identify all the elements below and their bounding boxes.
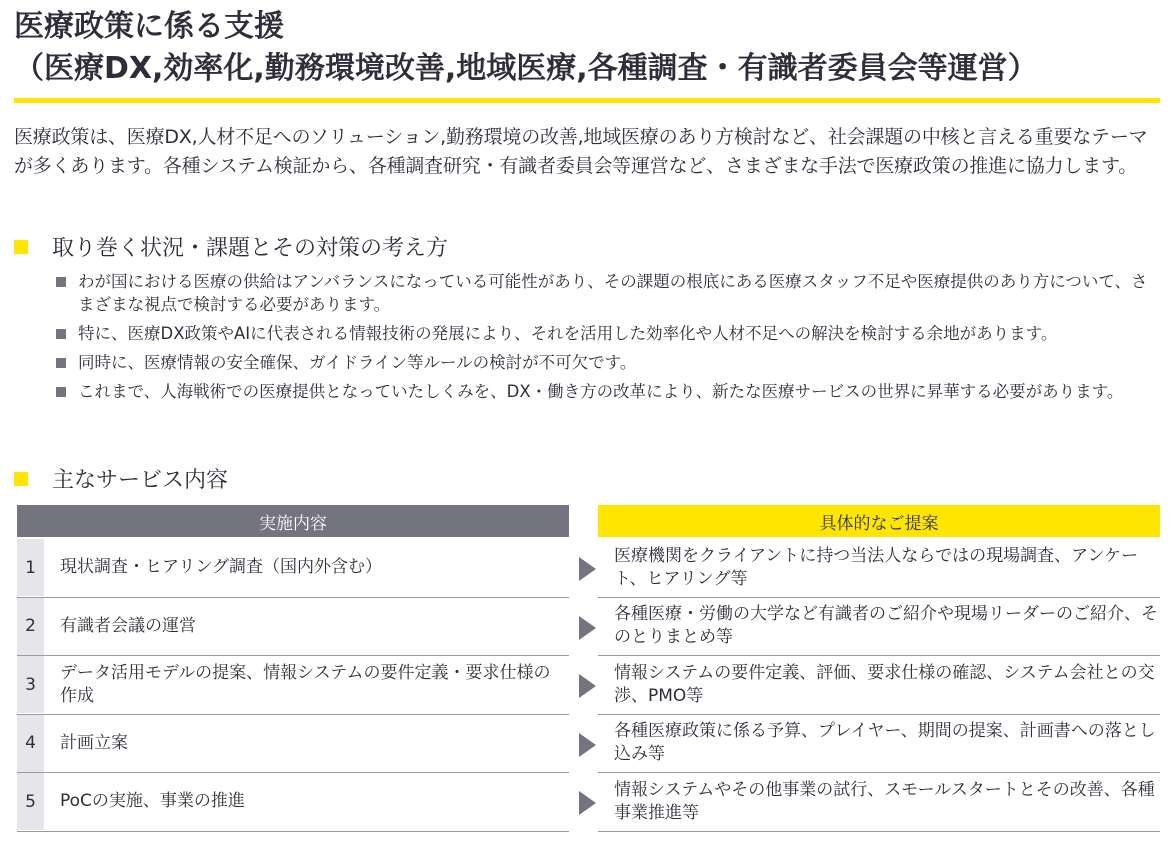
table-row [17, 715, 1160, 774]
table-header-implementation: 実施内容 [17, 505, 569, 537]
title-underline [14, 98, 1160, 103]
page-title-line1: 医療政策に係る支援 [14, 9, 284, 44]
list-item [56, 380, 1164, 403]
table-header-proposal: 具体的なご提案 [598, 505, 1160, 537]
row-divider [598, 831, 1160, 832]
bullet-text: わが国における医療の供給はアンバランスになっている可能性があり、その課題の根底にある医療スタッフ不足や医療提供のあり方について、さまざまな視点で検討する必要があります。 [78, 272, 1148, 314]
yellow-square-icon [14, 472, 28, 486]
table-row [17, 656, 1160, 715]
section-heading-issues-label: 取り巻く状況・課題とその対策の考え方 [52, 236, 449, 261]
row-number: 1 [17, 539, 44, 596]
gray-square-bullet-icon [56, 329, 66, 339]
row-implementation: 計画立案 [60, 732, 128, 753]
services-table [17, 539, 1160, 832]
row-implementation: 現状調査・ヒアリング調査（国内外含む） [60, 557, 382, 577]
page-title-line2: （医療DX,効率化,勤務環境改善,地域医療,各種調査・有識者委員会等運営） [14, 51, 1038, 86]
list-item [56, 351, 1164, 374]
table-row [17, 773, 1160, 832]
issues-bullet-list [56, 270, 1164, 409]
section-heading-issues [14, 231, 448, 262]
gray-square-bullet-icon [56, 358, 66, 368]
row-proposal: 医療機関をクライアントに持つ当法人ならではの現場調査、アンケート、ヒアリング等 [614, 545, 1139, 589]
gray-square-bullet-icon [56, 387, 66, 397]
table-row [17, 539, 1160, 598]
intro-paragraph: 医療政策は、医療DX,人材不足へのソリューション,勤務環境の改善,地域医療のあり方検討など、社会課題の中核と言える重要なテーマが多くあります。各種システム検証から、各種調査研究・有識者委員会等運営など、さまざまな手法で医療政策の推進に協力します。 [14, 126, 1148, 177]
row-divider [17, 831, 569, 832]
arrow-right-icon [579, 557, 596, 581]
row-proposal: 情報システムやその他事業の試行、スモールスタートとその改善、各種事業推進等 [614, 779, 1155, 823]
row-number: 3 [17, 656, 44, 713]
arrow-right-icon [579, 616, 596, 640]
section-heading-services [14, 463, 228, 494]
row-proposal: 各種医療政策に係る予算、プレイヤー、期間の提案、計画書への落とし込み等 [614, 721, 1156, 764]
bullet-text: 特に、医療DX政策やAIに代表される情報技術の発展により、それを活用した効率化や人材不足への解決を検討する余地があります。 [78, 324, 1058, 343]
arrow-right-icon [579, 733, 596, 757]
yellow-square-icon [14, 240, 28, 254]
row-implementation: データ活用モデルの提案、情報システムの要件定義・要求仕様の作成 [60, 662, 551, 706]
table-row [17, 598, 1160, 657]
row-implementation: 有識者会議の運営 [60, 615, 196, 636]
gray-square-bullet-icon [56, 277, 66, 287]
arrow-right-icon [579, 791, 596, 815]
row-number: 5 [17, 773, 44, 830]
bullet-text: 同時に、医療情報の安全確保、ガイドライン等ルールの検討が不可欠です。 [78, 353, 637, 372]
row-number: 2 [17, 598, 44, 655]
bullet-text: これまで、人海戦術での医療提供となっていたしくみを、DX・働き方の改革により、新たな医療サービスの世界に昇華する必要があります。 [78, 382, 1124, 401]
row-proposal: 情報システムの要件定義、評価、要求仕様の確認、システム会社との交渉、PMO等 [614, 662, 1155, 706]
row-implementation: PoCの実施、事業の推進 [60, 791, 245, 811]
section-heading-services-label: 主なサービス内容 [52, 468, 229, 493]
page-title [14, 6, 1038, 90]
list-item [56, 270, 1164, 316]
arrow-right-icon [579, 674, 596, 698]
row-number: 4 [17, 715, 44, 772]
row-proposal: 各種医療・労働の大学など有識者のご紹介や現場リーダーのご紹介、そのとりまとめ等 [614, 604, 1158, 647]
list-item [56, 322, 1164, 345]
